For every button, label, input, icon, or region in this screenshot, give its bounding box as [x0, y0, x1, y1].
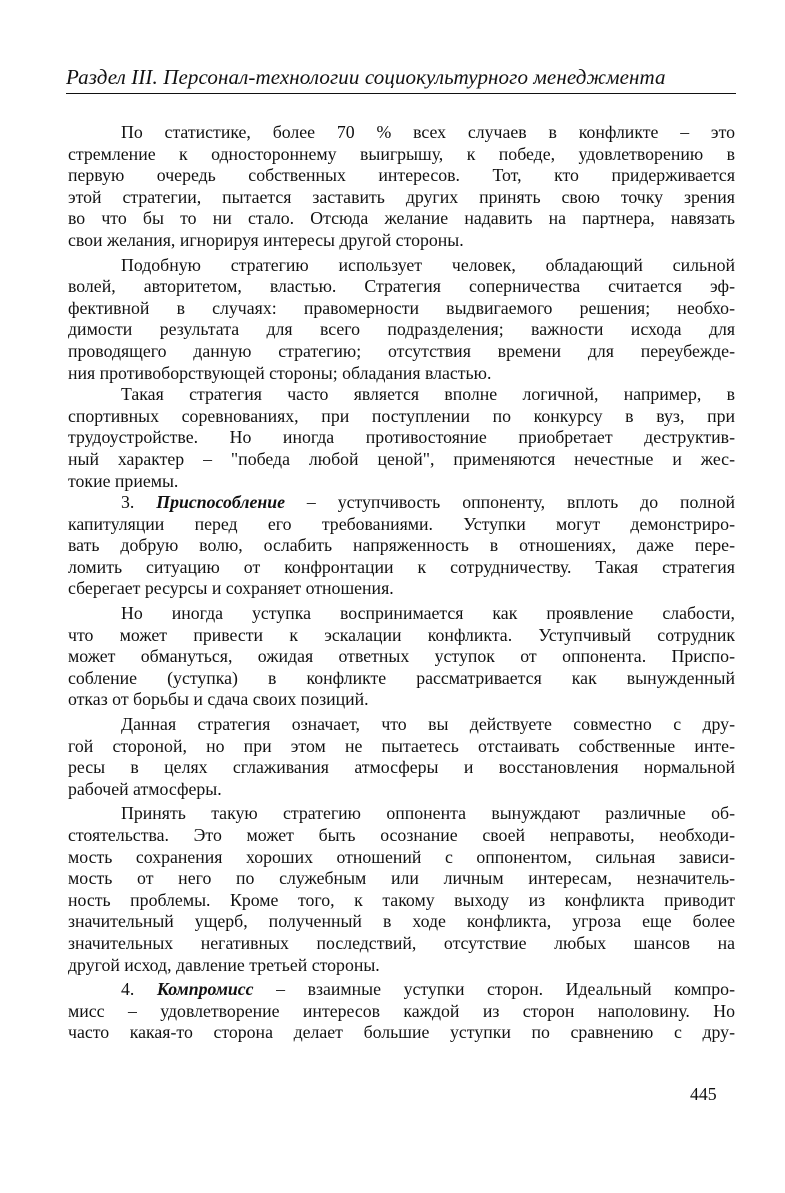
text-line: отказ от борьбы и сдача своих позиций. — [68, 689, 369, 710]
text-line: капитуляции перед его требованиями. Уступки могут демонстриро- — [68, 513, 735, 534]
paragraph — [68, 603, 735, 711]
page-number: 445 — [690, 1084, 717, 1104]
text-line: часто какая-то сторона делает большие уступки по сравнению с дру- — [68, 1022, 735, 1043]
running-header: Раздел III. Персонал-технологии социокультурного менеджмента — [66, 65, 666, 89]
text-line: рабочей атмосферы. — [68, 778, 222, 799]
term-compromise: Компромисс — [156, 979, 254, 1000]
paragraph — [68, 122, 735, 252]
text-line: собление (уступка) в конфликте рассматривается как вынужденный — [68, 667, 735, 688]
text-line: ния противоборствующей стороны; обладания властью. — [68, 362, 492, 383]
term-definition: – взаимные уступки сторон. Идеальный компро- — [276, 979, 735, 1000]
text-line: ресы в целях сглаживания атмосферы и восстановления нормальной — [68, 757, 735, 778]
text-line: сберегает ресурсы и сохраняет отношения. — [68, 578, 394, 599]
text-line: спортивных соревнованиях, при поступлении по конкурсу в вуз, при — [68, 405, 735, 426]
term-definition: – уступчивость оппоненту, вплоть до полной — [306, 492, 735, 513]
body-text — [68, 122, 735, 1044]
text-line: во что бы то ни стало. Отсюда желание надавить на партнера, навязать — [68, 208, 735, 229]
text-line: гой стороной, но при этом не пытаетесь отстаивать собственные инте- — [68, 735, 735, 756]
text-line: фективной в случаях: правомерности выдвигаемого решения; необхо- — [68, 297, 735, 318]
text-line: ность проблемы. Кроме того, к такому выходу из конфликта приводит — [68, 889, 735, 910]
text-line: другой исход, давление третьей стороны. — [68, 954, 380, 975]
text-line: Принять такую стратегию оппонента вынуждают различные об- — [121, 803, 735, 824]
text-line: может обмануться, ожидая ответных уступок от оппонента. Приспо- — [68, 646, 735, 667]
text-line: мость от него по служебным или личным интересам, незначитель- — [68, 868, 735, 889]
term-accommodation: Приспособление — [156, 492, 285, 513]
text-line: Данная стратегия означает, что вы действуете совместно с дру- — [121, 714, 735, 735]
text-line: стремление к одностороннему выигрышу, к победе, удовлетворению в — [68, 143, 735, 164]
text-line: Подобную стратегию использует человек, обладающий сильной — [121, 254, 735, 275]
text-line: волей, авторитетом, властью. Стратегия соперничества считается эф- — [68, 276, 735, 297]
list-number: 4. — [121, 979, 135, 1000]
text-line: стоятельства. Это может быть осознание своей неправоты, необходи- — [68, 825, 735, 845]
text-line: трудоустройстве. Но иногда противостояние приобретает деструктив- — [68, 427, 735, 448]
list-number: 3. — [121, 492, 135, 513]
paragraph-accommodation — [68, 492, 735, 600]
text-line: По статистике, более 70 % всех случаев в конфликте – это — [121, 122, 735, 142]
text-line: первую очередь собственных интересов. Тот, кто придерживается — [68, 165, 735, 186]
text-line: димости результата для всего подразделения; важности исхода для — [68, 319, 735, 340]
text-line: токие приемы. — [68, 470, 179, 491]
text-line: этой стратегии, пытается заставить других принять свою точку зрения — [68, 186, 735, 207]
paragraph — [68, 255, 735, 385]
paragraph — [68, 384, 735, 492]
text-line — [68, 979, 735, 1001]
text-line: свои желания, игнорируя интересы другой стороны. — [68, 229, 464, 250]
text-line: ломить ситуацию от конфронтации к сотрудничеству. Такая стратегия — [68, 556, 735, 577]
text-line: Такая стратегия часто является вполне логичной, например, в — [121, 384, 735, 405]
text-line: Но иногда уступка воспринимается как проявление слабости, — [121, 603, 735, 624]
text-line: мисс – удовлетворение интересов каждой из сторон наполовину. Но — [68, 1000, 735, 1021]
paragraph-compromise — [68, 979, 735, 1044]
text-line: вать добрую волю, ослабить напряженность в отношениях, даже пере- — [68, 535, 735, 556]
paragraph — [68, 714, 735, 800]
text-line: значительных негативных последствий, отсутствие любых шансов на — [68, 932, 735, 953]
text-line: что может привести к эскалации конфликта. Уступчивый сотрудник — [68, 624, 735, 645]
header-rule — [66, 93, 736, 94]
text-line: мость сохранения хороших отношений с оппонентом, сильная зависи- — [68, 846, 735, 867]
text-line: значительный ущерб, полученный в ходе конфликта, угроза еще более — [68, 911, 735, 932]
text-line: проводящего данную стратегию; отсутствия времени для переубежде- — [68, 340, 735, 361]
text-line — [68, 492, 735, 514]
text-line: ный характер – "победа любой ценой", применяются нечестные и жес- — [68, 448, 735, 469]
paragraph — [68, 803, 735, 976]
